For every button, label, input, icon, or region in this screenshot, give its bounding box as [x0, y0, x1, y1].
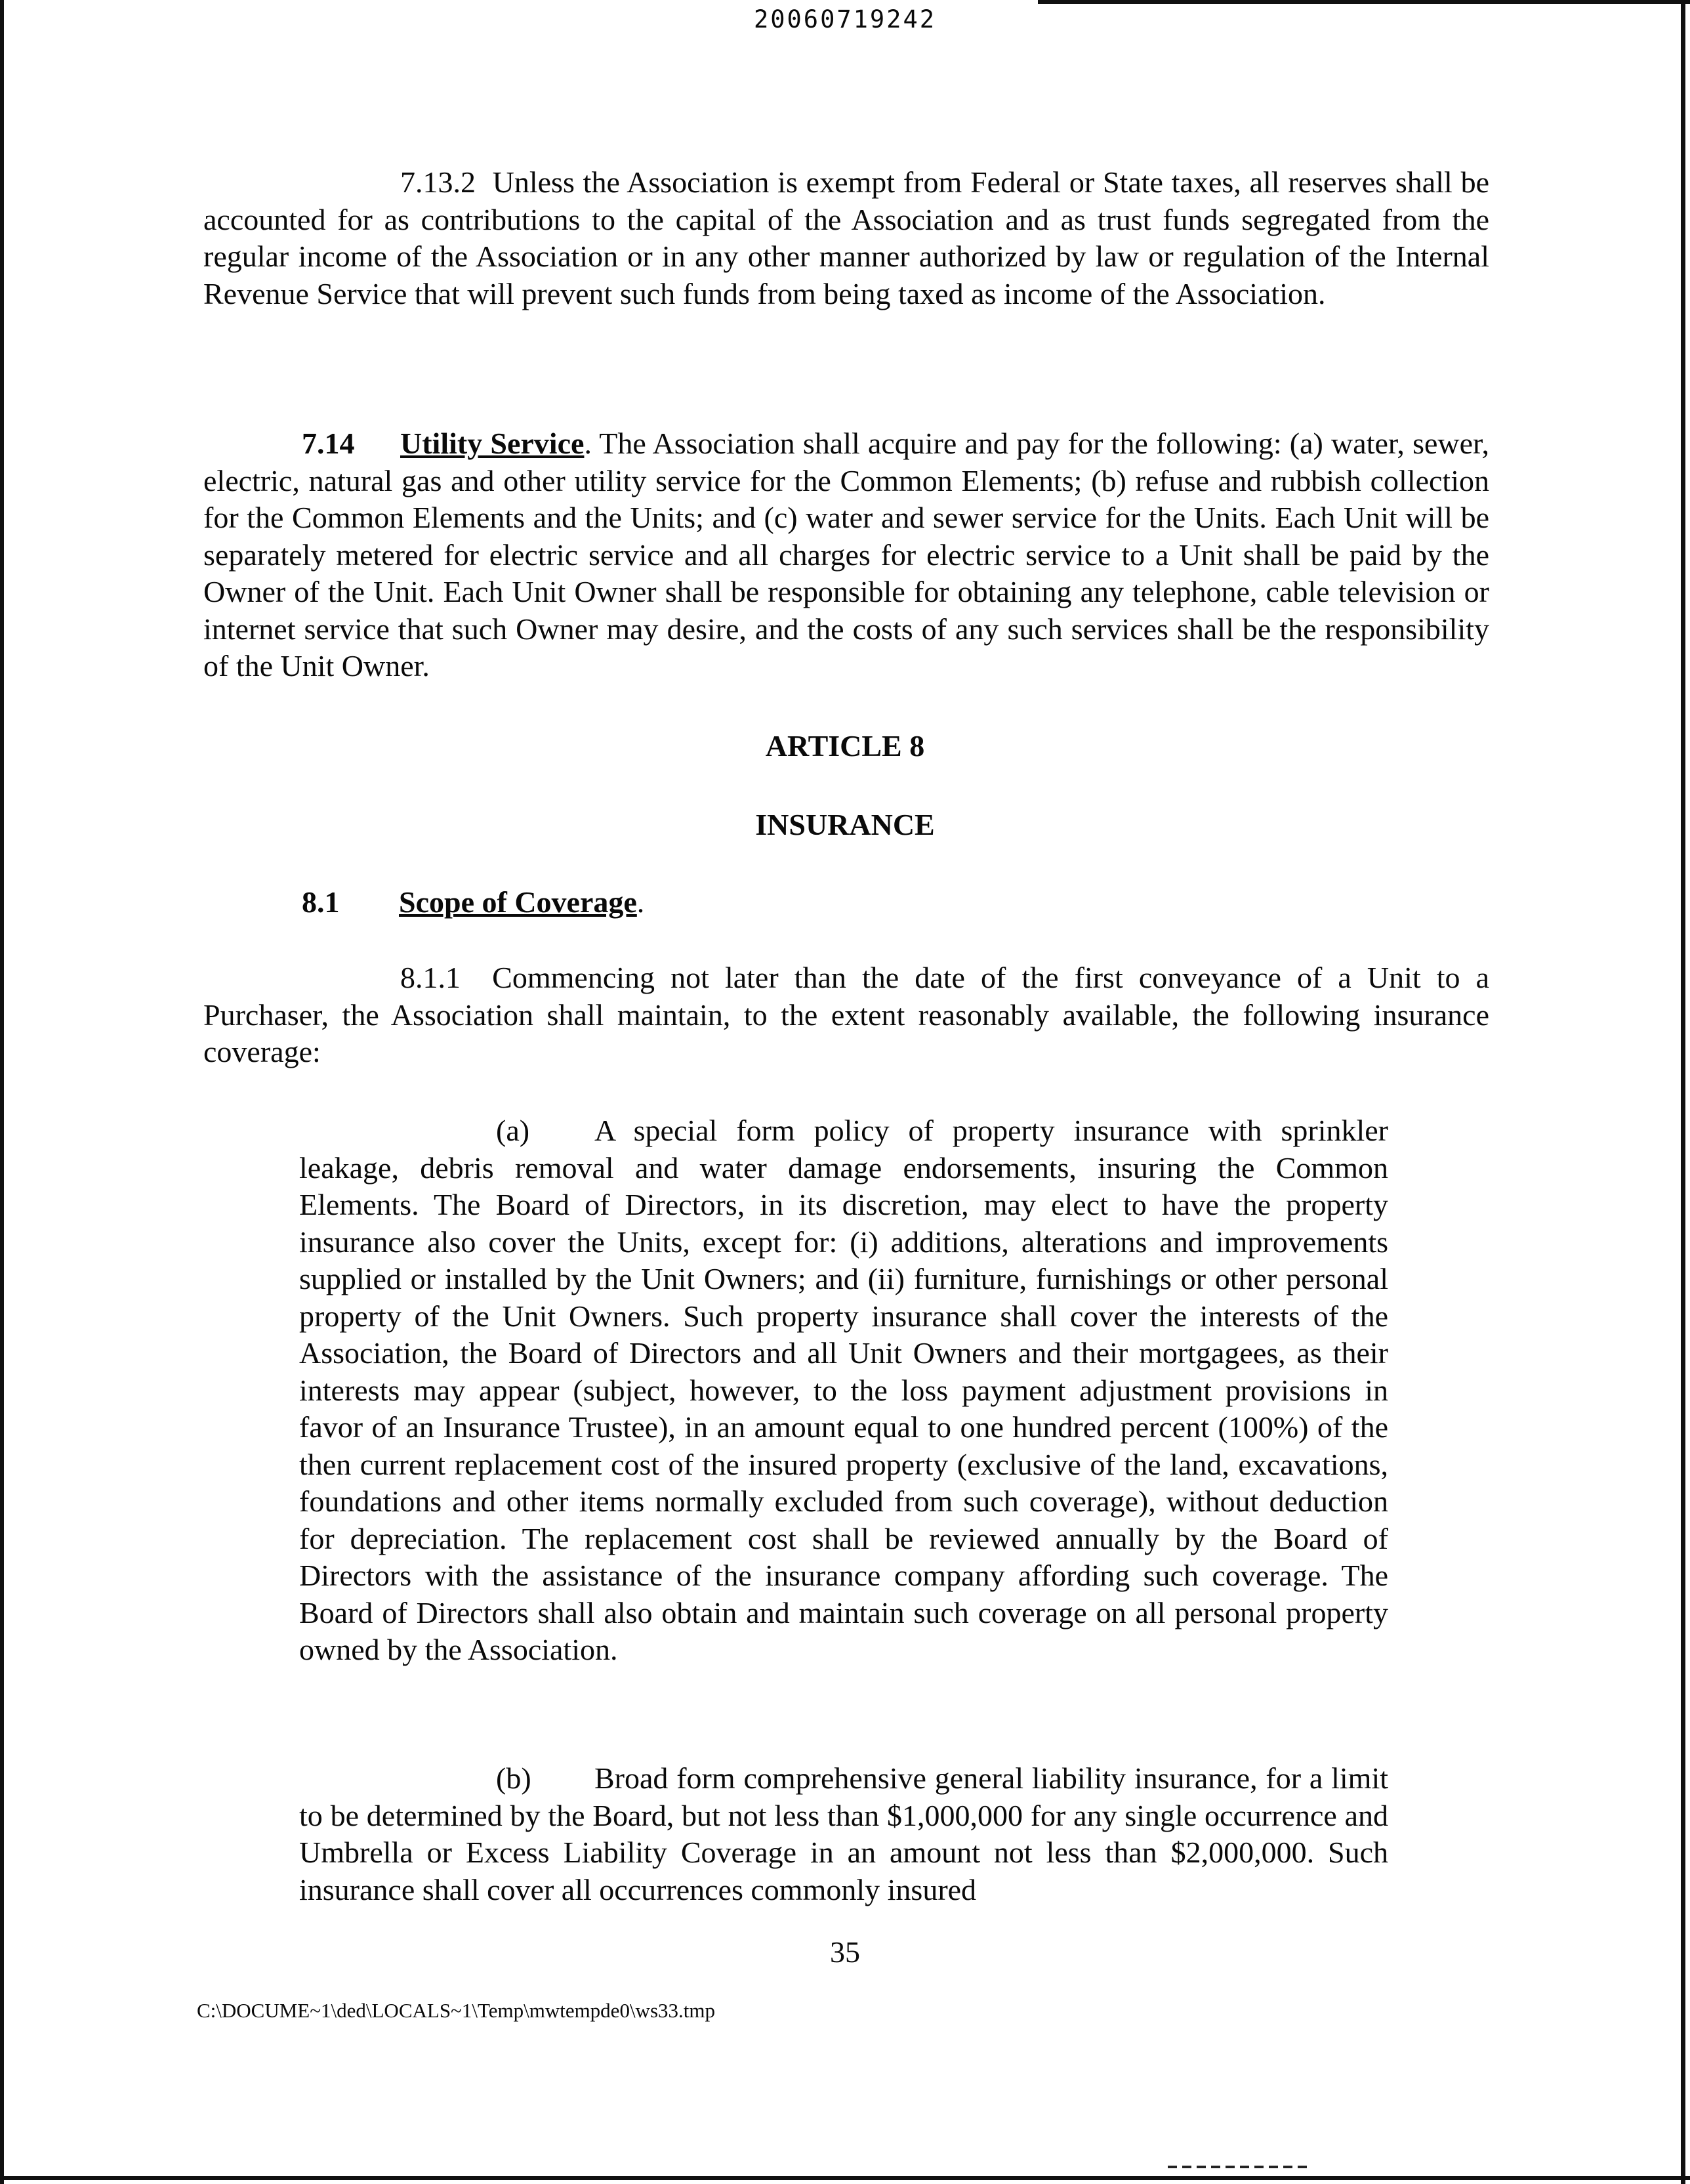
scan-border-top — [1038, 0, 1690, 4]
section-title: Utility Service — [400, 427, 585, 460]
list-item-a — [299, 1112, 1388, 1669]
scan-border-bottom — [0, 2176, 1690, 2180]
list-item-label: (b) — [496, 1761, 531, 1795]
paragraph-number: 7.13.2 — [400, 165, 476, 199]
paragraph-text: Unless the Association is exempt from Federal or State taxes, all reserves shall be accounted for as contributions to the capital of the Association and as trust funds segregated from the regular income of the Association or in any other manner authorized by law or regulation of the Internal Revenue Service that will prevent such funds from being taxed as income of the Association. — [203, 165, 1490, 310]
scan-border-right — [1681, 0, 1685, 2184]
article-title: INSURANCE — [755, 808, 935, 841]
section-heading-8-1 — [302, 885, 644, 919]
paragraph-8-1-1 — [203, 959, 1489, 1071]
section-number: 7.14 — [302, 427, 355, 460]
scan-border-dash — [1168, 2166, 1312, 2168]
paragraph-number: 8.1.1 — [400, 961, 461, 994]
list-item-b — [299, 1760, 1388, 1908]
section-title: Scope of Coverage — [399, 885, 637, 919]
paragraph-text: . The Association shall acquire and pay for the following: (a) water, sewer, electric, natural gas and other utility service for the Common Elements; (b) refuse and rubbish collection for the Common Elements and the Units; and (c) water and sewer service for the Units. Each Unit will be separately metered for electric service and all charges for electric service to a Unit shall be paid by the Owner of the Unit. Each Unit Owner shall be responsible for obtaining any telephone, cable television or internet service that such Owner may desire, and the costs of any such services shall be the responsibility of the Unit Owner. — [203, 427, 1489, 682]
section-number: 8.1 — [302, 885, 340, 919]
footer-file-path: C:\DOCUME~1\ded\LOCALS~1\Temp\mwtempde0\ws33.tmp — [197, 1999, 715, 2022]
scan-border-left — [0, 0, 4, 2184]
list-item-text: A special form policy of property insurance with sprinkler leakage, debris removal and water damage endorsements, insuring the Common Elements. The Board of Directors, in its discretion, may elect to have the property insurance also cover the Units, except for: (i) additions, alterations and improvements supplied or installed by the Unit Owners; and (ii) furniture, furnishings or other personal property of the Unit Owners. Such property insurance shall cover the interests of the Association, the Board of Directors and all Unit Owners and their mortgagees, as their interests may appear (subject, however, to the loss payment adjustment provisions in favor of an Insurance Trustee), in an amount equal to one hundred percent (100%) of the then current replacement cost of the insured property (exclusive of the land, excavations, foundations and other items normally excluded from such coverage), without deduction for depreciation. The replacement cost shall be reviewed annually by the Board of Directors with the assistance of the insurance company affording such coverage. The Board of Directors shall also obtain and maintain such coverage on all personal property owned by the Association. — [299, 1114, 1388, 1666]
page-number: 35 — [830, 1935, 860, 1969]
list-item-text: Broad form comprehensive general liability insurance, for a limit to be determined by the Board, but not less than $1,000,000 for any single occurrence and Umbrella or Excess Liability Coverage in an amount not less than $2,000,000. Such insurance shall cover all occurrences commonly insured — [299, 1761, 1388, 1906]
paragraph-7-14 — [203, 425, 1489, 685]
article-number: ARTICLE 8 — [765, 729, 925, 763]
document-stamp-number: 20060719242 — [753, 5, 937, 33]
list-item-label: (a) — [496, 1114, 530, 1147]
paragraph-7-13-2 — [203, 164, 1489, 312]
section-title-suffix: . — [636, 885, 645, 919]
paragraph-text: Commencing not later than the date of the first conveyance of a Unit to a Purchaser, the Association shall maintain, to the extent reasonably available, the following insurance coverage: — [203, 961, 1489, 1068]
